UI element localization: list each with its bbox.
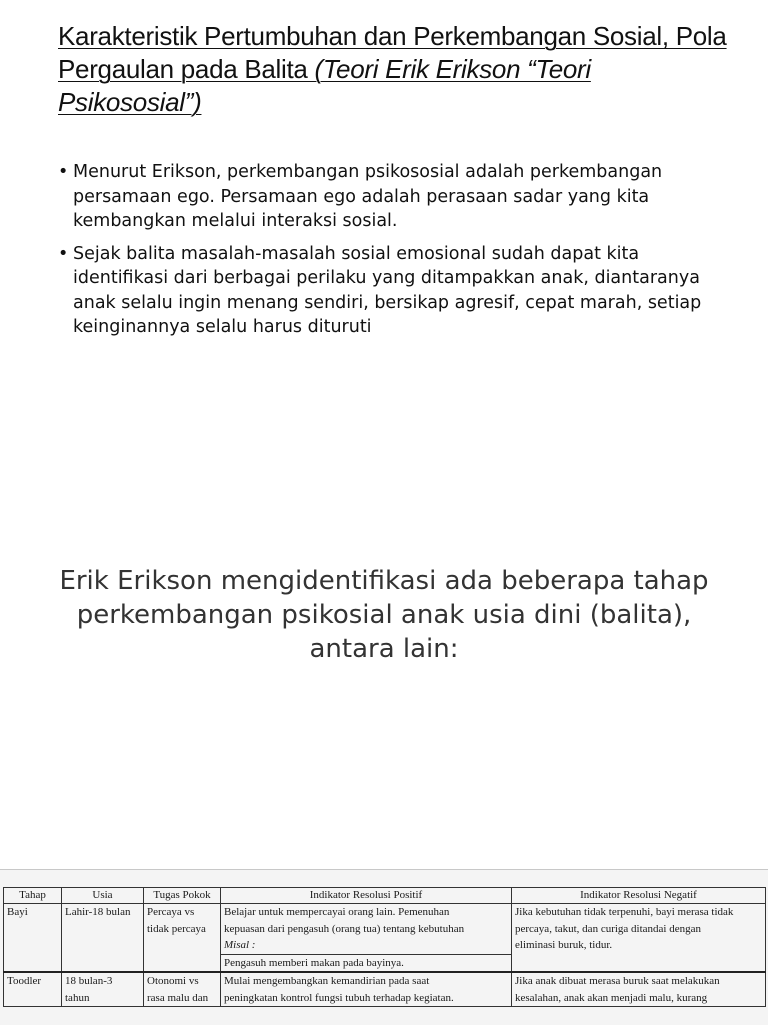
table-cell-tahap: Bayi (4, 904, 62, 973)
table-cell-tugas (144, 904, 221, 973)
cell-line: percaya, takut, dan curiga ditandai dengan (515, 922, 702, 935)
table-cell-positif-example: Pengasuh memberi makan pada bayinya. (221, 954, 512, 972)
table-header-cell: Usia (62, 888, 144, 904)
table-header-row (4, 888, 766, 904)
table-cell-positif (221, 972, 512, 1007)
cell-line: Jika kebutuhan tidak terpenuhi, bayi merasa tidak (515, 906, 734, 918)
cell-line: Jika anak dibuat merasa buruk saat melakukan (515, 975, 720, 987)
cell-line: tidak percaya (147, 922, 206, 935)
cell-line: rasa malu dan (147, 991, 209, 1004)
table-cell-usia: Lahir-18 bulan (62, 904, 144, 973)
table-cell-positif (221, 904, 512, 955)
bullet-dot-icon: • (58, 162, 69, 182)
table-cell-negatif (512, 972, 766, 1007)
cell-line: kesalahan, anak akan menjadi malu, kurang (515, 991, 708, 1004)
scanned-table-image (0, 869, 768, 1025)
cell-line: Otonomi vs (147, 975, 199, 987)
bullet-item (58, 160, 718, 234)
cell-line: 18 bulan-3 (65, 975, 113, 987)
cell-line: Percaya vs (147, 906, 195, 918)
cell-line: Mulai mengembangkan kemandirian pada saat (224, 975, 430, 987)
slide-title (58, 20, 738, 119)
table-cell-negatif (512, 904, 766, 973)
bullet-item (58, 242, 718, 340)
table-row (4, 972, 766, 1007)
table-row (4, 904, 766, 955)
bullet-text: Menurut Erikson, perkembangan psikososial adalah perkembangan persamaan ego. Persamaan ego adalah perasaan sadar yang kita kembangkan melalui interaksi sosial. (73, 162, 663, 231)
title-italic-text: (Teori Erik Erikson “Teori Psikososial”) (58, 54, 591, 117)
bullet-list (58, 160, 718, 348)
table-cell-usia (62, 972, 144, 1007)
bullet-dot-icon: • (58, 243, 69, 264)
cell-line: Misal : (224, 939, 256, 951)
cell-line: peningkatan kontrol fungsi tubuh terhadap kegiatan. (224, 991, 454, 1004)
table-header-cell: Tahap (4, 888, 62, 904)
cell-line: tahun (65, 991, 90, 1004)
psychosocial-stages-table (3, 887, 766, 1007)
cell-line: Belajar untuk mempercayai orang lain. Pemenuhan (224, 906, 450, 918)
table-header-cell: Tugas Pokok (144, 888, 221, 904)
subtitle-text: Erik Erikson mengidentifikasi ada beberapa tahap perkembangan psikosial anak usia dini (balita), antara lain: (59, 566, 709, 664)
table-cell-tahap: Toodler (4, 972, 62, 1007)
bullet-text: Sejak balita masalah-masalah sosial emosional sudah dapat kita identifikasi dari berbagai perilaku yang ditampakkan anak, diantaranya anak selalu ingin menang sendiri, bersikap agresif, cepat marah, setiap keinginannya selalu harus dituruti (73, 243, 702, 337)
table-header-cell: Indikator Resolusi Negatif (512, 888, 766, 904)
table-header-cell: Indikator Resolusi Positif (221, 888, 512, 904)
title-main-text: Karakteristik Pertumbuhan dan Perkembangan Sosial, Pola Pergaulan pada Balita (58, 21, 727, 84)
cell-line: kepuasan dari pengasuh (orang tua) tentang kebutuhan (224, 922, 465, 935)
cell-line: eliminasi buruk, tidur. (515, 939, 613, 951)
table-cell-tugas (144, 972, 221, 1007)
